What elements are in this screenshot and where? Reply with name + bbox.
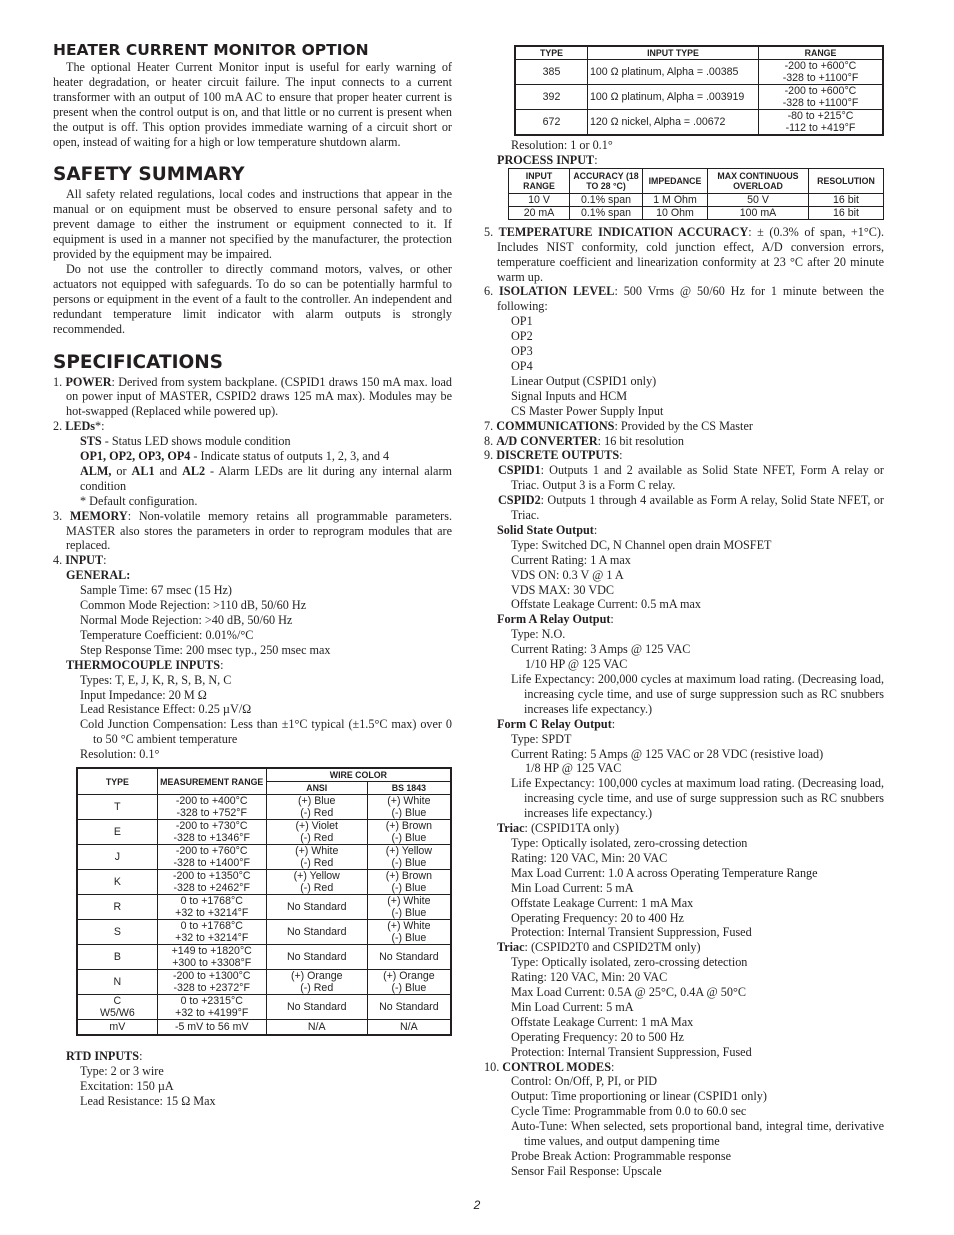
input-rtd-list bbox=[53, 1064, 452, 1109]
table-row bbox=[77, 870, 451, 895]
triac2-spec-line: Min Load Current: 5 mA bbox=[511, 999, 634, 1014]
tc-ansi-cell bbox=[266, 970, 367, 995]
tc-range-cell-line2: +300 to +3308°F bbox=[172, 957, 252, 970]
tc-bs-cell bbox=[367, 845, 451, 870]
spec-leds: 2. LEDs*: bbox=[53, 419, 105, 434]
tc-bs-cell-line2: (-) Blue bbox=[391, 932, 427, 945]
tc-bs-cell-line1: No Standard bbox=[379, 1001, 439, 1014]
led-outputs: OP1, OP2, OP3, OP4 - Indicate status of outputs 1, 2, 3, and 4 bbox=[80, 449, 390, 464]
tc-ansi-cell-line1: (+) Yellow bbox=[293, 870, 340, 883]
spec-control-modes: 10. CONTROL MODES: bbox=[484, 1059, 615, 1074]
spec-discrete-outputs: 9. DISCRETE OUTPUTS: bbox=[484, 448, 623, 463]
proc-header-accuracy: ACCURACY (18 TO 28 °C) bbox=[570, 168, 643, 193]
tc-range-cell-line1: -200 to +1300°C bbox=[172, 970, 251, 983]
tc-range-cell-line1: -200 to +730°C bbox=[175, 820, 248, 833]
rtd-range-cell-line2: -112 to +419°F bbox=[785, 122, 856, 134]
tc-ansi-cell bbox=[266, 870, 367, 895]
left-column bbox=[53, 40, 452, 1109]
rtd-range-cell-line1: -200 to +600°C bbox=[784, 85, 857, 97]
tc-ansi-cell-line1: No Standard bbox=[286, 951, 347, 964]
tc-header-type: TYPE bbox=[77, 768, 157, 795]
process-input-heading: PROCESS INPUT: bbox=[497, 152, 598, 167]
triac2-spec-line: Offstate Leakage Current: 1 mA Max bbox=[511, 1014, 694, 1029]
tc-ansi-cell bbox=[266, 820, 367, 845]
proc-max-cell: 50 V bbox=[708, 193, 809, 206]
form-c-current: Current Rating: 5 Amps @ 125 VAC or 28 VDC (resistive load) bbox=[511, 746, 824, 761]
tc-range-cell-line1: +149 to +1820°C bbox=[171, 945, 252, 958]
control-mode-line: Cycle Time: Programmable from 0.0 to 60.0 sec bbox=[511, 1104, 747, 1119]
tc-bs-cell-line2: (-) Blue bbox=[391, 882, 427, 895]
solid-state-list bbox=[484, 538, 884, 613]
rtd-type-cell: 392 bbox=[515, 85, 588, 110]
tc-bs-cell bbox=[367, 995, 451, 1020]
tc-ansi-cell-line1: N/A bbox=[307, 1021, 326, 1034]
tc-range-cell-line1: -200 to +760°C bbox=[175, 845, 248, 858]
thermocouple-spec-line: Cold Junction Compensation: Less than ±1°C typical (±1.5°C max) over 0 to 50 °C ambient temperature bbox=[80, 717, 452, 747]
safety-paragraph-1: All safety related regulations, local codes and instructions that appear in the manual or on equipment must be observed to ensure personal safety and to prevent damage to either the instrument or equipment connected to it. If equipment is used in a manner not specified by the manufacturer, the protection provided by the equipment may be impaired. bbox=[53, 187, 452, 262]
table-row bbox=[77, 820, 451, 845]
tc-bs-cell-line2: (-) Blue bbox=[391, 907, 427, 920]
tc-ansi-cell-line1: (+) Blue bbox=[298, 795, 336, 808]
tc-range-cell bbox=[157, 795, 266, 820]
tc-bs-cell-line1: (+) White bbox=[387, 795, 431, 808]
spec-power: 1. POWER: Derived from system backplane. (CSPID1 draws 150 mA max. load on power input of MASTER, CSPID2 draws 125 mA max). Modules may be hot-swapped (Replaced while powered up). bbox=[53, 374, 453, 419]
tc-range-cell bbox=[157, 1020, 266, 1036]
general-spec-line: Sample Time: 67 msec (15 Hz) bbox=[80, 583, 232, 598]
isolation-list bbox=[484, 314, 884, 418]
triac2-spec-line: Operating Frequency: 20 to 500 Hz bbox=[511, 1029, 684, 1044]
form-a-life: Life Expectancy: 200,000 cycles at maximum load rating. (Decreasing load, increasing cycle time, and use of surge suppression such as RC snubbers increases life expectancy.) bbox=[511, 672, 884, 716]
input-general-heading: GENERAL: bbox=[66, 568, 131, 583]
tc-range-cell bbox=[157, 870, 266, 895]
rtd-resolution: Resolution: 1 or 0.1° bbox=[511, 138, 613, 152]
proc-acc-cell: 0.1% span bbox=[570, 206, 643, 219]
tc-bs-cell-line2: (-) Blue bbox=[391, 832, 427, 845]
table-row bbox=[77, 895, 451, 920]
safety-paragraph-2: Do not use the controller to directly command motors, valves, or other actuators not equipped with safeguards. To do so can be potentially harmful to persons or equipment in the event of a fault to the controller. An independent and redundant temperature limit indicator with alarm outputs is strongly recommended. bbox=[53, 261, 452, 336]
tc-type-cell: K bbox=[77, 870, 157, 895]
isolation-item: OP2 bbox=[511, 329, 533, 344]
tc-range-cell-line2: +32 to +3214°F bbox=[175, 907, 249, 920]
proc-res-cell: 16 bit bbox=[809, 193, 884, 206]
tc-range-cell-line2: -328 to +1400°F bbox=[173, 857, 250, 870]
control-mode-line: Sensor Fail Response: Upscale bbox=[511, 1163, 662, 1178]
spec-ad-converter: 8. A/D CONVERTER: 16 bit resolution bbox=[484, 433, 684, 448]
proc-imp-cell: 1 M Ohm bbox=[643, 193, 708, 206]
rtd-input-cell: 120 Ω nickel, Alpha = .00672 bbox=[588, 110, 759, 136]
tc-range-cell-line1: -200 to +400°C bbox=[175, 795, 248, 808]
general-spec-line: Common Mode Rejection: >110 dB, 50/60 Hz bbox=[80, 598, 307, 613]
tc-bs-cell bbox=[367, 920, 451, 945]
control-mode-line: Output: Time proportioning or linear (CSPID1 only) bbox=[511, 1089, 767, 1104]
rtd-range-cell-line1: -80 to +215°C bbox=[787, 110, 854, 122]
safety-section bbox=[53, 163, 452, 336]
triac1-spec-line: Min Load Current: 5 mA bbox=[511, 880, 634, 895]
tc-ansi-cell-line1: No Standard bbox=[286, 926, 347, 939]
tc-header-range: MEASUREMENT RANGE bbox=[157, 768, 266, 795]
tc-type-cell: R bbox=[77, 895, 157, 920]
input-general-list bbox=[53, 583, 452, 658]
tc-ansi-cell bbox=[266, 995, 367, 1020]
table-row bbox=[515, 85, 883, 110]
thermocouple-spec-line: Lead Resistance Effect: 0.25 µV/Ω bbox=[80, 702, 252, 717]
tc-ansi-cell bbox=[266, 795, 367, 820]
form-a-hp: 1/10 HP @ 125 VAC bbox=[525, 657, 628, 672]
tc-range-cell-line2: +32 to +4199°F bbox=[175, 1007, 249, 1020]
tc-range-cell bbox=[157, 845, 266, 870]
rtd-input-cell: 100 Ω platinum, Alpha = .00385 bbox=[588, 60, 759, 85]
proc-input-cell: 10 V bbox=[509, 193, 570, 206]
table-row bbox=[509, 193, 884, 206]
rtd-range-cell bbox=[759, 60, 884, 85]
solid-state-spec-line: Type: Switched DC, N Channel open drain MOSFET bbox=[511, 537, 772, 552]
rtd-header-range: RANGE bbox=[759, 46, 884, 60]
tc-header-bs: BS 1843 bbox=[367, 782, 451, 795]
tc-bs-cell-line1: (+) Brown bbox=[385, 870, 432, 883]
table-row bbox=[515, 110, 883, 136]
thermocouple-spec-line: Types: T, E, J, K, R, S, B, N, C bbox=[80, 672, 232, 687]
tc-type-cell: B bbox=[77, 945, 157, 970]
triac2-list bbox=[484, 955, 884, 1059]
rtd-range-cell-line2: -328 to +1100°F bbox=[782, 72, 859, 84]
tc-range-cell bbox=[157, 895, 266, 920]
triac2-spec-line: Rating: 120 VAC, Min: 20 VAC bbox=[511, 970, 668, 985]
outputs-cspid2: CSPID2: Outputs 1 through 4 available as Form A relay, Solid State NFET, or Triac. bbox=[498, 493, 884, 523]
tc-range-cell bbox=[157, 920, 266, 945]
triac2-heading: Triac: (CSPID2T0 and CSPID2TM only) bbox=[497, 940, 701, 955]
tc-range-cell-line2: -328 to +1346°F bbox=[173, 832, 250, 845]
tc-ansi-cell-line2: (-) Red bbox=[300, 807, 334, 820]
form-c-heading: Form C Relay Output: bbox=[497, 716, 616, 731]
rtd-header-input: INPUT TYPE bbox=[588, 46, 759, 60]
general-spec-line: Step Response Time: 200 msec typ., 250 msec max bbox=[80, 642, 331, 657]
tc-range-cell-line1: 0 to +2315°C bbox=[180, 995, 243, 1008]
isolation-item: OP1 bbox=[511, 314, 533, 329]
tc-type-cell: T bbox=[77, 795, 157, 820]
tc-range-cell bbox=[157, 945, 266, 970]
table-row bbox=[515, 60, 883, 85]
led-alarm: ALM, or AL1 and AL2 - Alarm LEDs are lit during any internal alarm condition bbox=[80, 463, 452, 493]
tc-header-wire: WIRE COLOR bbox=[266, 768, 451, 782]
rtd-range-cell-line1: -200 to +600°C bbox=[784, 60, 857, 72]
isolation-item: CS Master Power Supply Input bbox=[511, 403, 664, 418]
triac2-spec-line: Type: Optically isolated, zero-crossing detection bbox=[511, 955, 748, 970]
tc-range-cell-line2: -328 to +2462°F bbox=[173, 882, 250, 895]
tc-range-cell-line2: -328 to +2372°F bbox=[173, 982, 250, 995]
solid-state-spec-line: Offstate Leakage Current: 0.5 mA max bbox=[511, 597, 701, 612]
tc-range-cell bbox=[157, 995, 266, 1020]
led-sts: STS - Status LED shows module condition bbox=[80, 434, 291, 449]
tc-bs-cell bbox=[367, 1020, 451, 1036]
led-default-note: * Default configuration. bbox=[80, 493, 198, 508]
heater-title: HEATER CURRENT MONITOR OPTION bbox=[53, 41, 369, 59]
safety-title: SAFETY SUMMARY bbox=[53, 164, 245, 186]
tc-ansi-cell-line2: (-) Red bbox=[300, 832, 334, 845]
process-input-table bbox=[508, 168, 884, 220]
rtd-range-cell bbox=[759, 85, 884, 110]
form-c-type: Type: SPDT bbox=[511, 731, 572, 746]
proc-input-cell: 20 mA bbox=[509, 206, 570, 219]
specifications-title: SPECIFICATIONS bbox=[53, 351, 223, 373]
tc-bs-cell bbox=[367, 945, 451, 970]
thermocouple-spec-line: Resolution: 0.1° bbox=[80, 747, 160, 762]
tc-ansi-cell-line1: (+) White bbox=[295, 845, 339, 858]
input-thermocouple-list bbox=[53, 673, 452, 762]
control-modes-list bbox=[484, 1074, 884, 1178]
proc-header-overload: MAX CONTINUOUS OVERLOAD bbox=[708, 168, 809, 193]
table-row bbox=[509, 206, 884, 219]
spec-temp-accuracy: 5. TEMPERATURE INDICATION ACCURACY: ± (0.3% of span, +1°C). Includes NIST conformity, cold junction effect, A/D conversion errors, temperature coefficient and linearization conformity at 23 °C after 20 minute warm up. bbox=[484, 224, 885, 284]
heater-body: The optional Heater Current Monitor input is useful for early warning of heater degradation, or heater circuit failure. The input connects to a current transformer with an output of 100 mA AC to ensure that proper heater current is present when the control output is on, and that little or no current is present when the output is off. This option provides immediate warning of a circuit short or open, instead of waiting for a high or low temperature shutdown alarm. bbox=[53, 60, 452, 149]
solid-state-spec-line: Current Rating: 1 A max bbox=[511, 552, 631, 567]
tc-bs-cell-line1: (+) Brown bbox=[385, 820, 432, 833]
solid-state-heading: Solid State Output: bbox=[497, 522, 598, 537]
proc-res-cell: 16 bit bbox=[809, 206, 884, 219]
tc-ansi-cell-line2: (-) Red bbox=[300, 882, 334, 895]
general-spec-line: Temperature Coefficient: 0.01%/°C bbox=[80, 627, 254, 642]
rtd-type-cell: 672 bbox=[515, 110, 588, 136]
tc-ansi-cell-line1: No Standard bbox=[286, 901, 347, 914]
tc-ansi-cell-line2: (-) Red bbox=[300, 857, 334, 870]
tc-bs-cell-line1: N/A bbox=[400, 1021, 418, 1034]
tc-bs-cell bbox=[367, 895, 451, 920]
tc-bs-cell-line2: (-) Blue bbox=[391, 857, 427, 870]
tc-range-cell bbox=[157, 820, 266, 845]
proc-acc-cell: 0.1% span bbox=[570, 193, 643, 206]
heater-section bbox=[53, 40, 452, 149]
solid-state-spec-line: VDS MAX: 30 VDC bbox=[511, 582, 615, 597]
rtd-input-cell: 100 Ω platinum, Alpha = .003919 bbox=[588, 85, 759, 110]
tc-bs-cell bbox=[367, 795, 451, 820]
triac1-spec-line: Rating: 120 VAC, Min: 20 VAC bbox=[511, 850, 668, 865]
proc-header-resolution: RESOLUTION bbox=[809, 168, 884, 193]
input-thermocouple-heading: THERMOCOUPLE INPUTS: bbox=[66, 657, 224, 672]
form-c-life: Life Expectancy: 100,000 cycles at maximum load rating. (Decreasing load, increasing cycle time, and use of surge suppression such as RC snubbers increases life expectancy.) bbox=[511, 776, 884, 821]
triac2-spec-line: Protection: Internal Transient Suppression, Fused bbox=[511, 1044, 752, 1059]
tc-ansi-cell bbox=[266, 1020, 367, 1036]
rtd-header-type: TYPE bbox=[515, 46, 588, 60]
table-row bbox=[77, 845, 451, 870]
tc-ansi-cell bbox=[266, 945, 367, 970]
specifications-section bbox=[53, 351, 452, 1109]
tc-ansi-cell bbox=[266, 920, 367, 945]
spec-communications: 7. COMMUNICATIONS: Provided by the CS Master bbox=[484, 418, 753, 433]
triac1-spec-line: Protection: Internal Transient Suppression, Fused bbox=[511, 925, 752, 940]
tc-range-cell-line1: -5 mV to 56 mV bbox=[174, 1021, 249, 1034]
solid-state-spec-line: VDS ON: 0.3 V @ 1 A bbox=[511, 567, 624, 582]
rtd-type-cell: 385 bbox=[515, 60, 588, 85]
tc-bs-cell-line1: (+) Orange bbox=[383, 970, 435, 983]
isolation-item: Linear Output (CSPID1 only) bbox=[511, 373, 657, 388]
tc-ansi-cell bbox=[266, 895, 367, 920]
form-c-hp: 1/8 HP @ 125 VAC bbox=[525, 761, 622, 776]
table-row bbox=[77, 920, 451, 945]
tc-range-cell-line1: 0 to +1768°C bbox=[180, 895, 243, 908]
input-rtd-heading: RTD INPUTS: bbox=[66, 1049, 143, 1064]
control-mode-line: Auto-Tune: When selected, sets proportional band, integral time, derivative time values, and output dampening time bbox=[511, 1119, 884, 1149]
tc-ansi-cell bbox=[266, 845, 367, 870]
triac1-heading: Triac: (CSPID1TA only) bbox=[497, 821, 620, 836]
form-a-current: Current Rating: 3 Amps @ 125 VAC bbox=[511, 642, 691, 657]
table-row bbox=[77, 1020, 451, 1036]
rtd-range-cell-line2: -328 to +1100°F bbox=[782, 97, 859, 109]
page-number: 2 bbox=[473, 1198, 481, 1212]
proc-imp-cell: 10 Ohm bbox=[643, 206, 708, 219]
rtd-range-cell bbox=[759, 110, 884, 136]
tc-bs-cell-line1: No Standard bbox=[379, 951, 439, 964]
tc-type-cell: S bbox=[77, 920, 157, 945]
tc-range-cell-line2: +32 to +3214°F bbox=[175, 932, 249, 945]
spec-isolation: 6. ISOLATION LEVEL: 500 Vrms @ 50/60 Hz for 1 minute between the following: bbox=[484, 284, 885, 314]
thermocouple-table bbox=[76, 767, 452, 1036]
proc-header-input: INPUT RANGE bbox=[509, 168, 570, 193]
control-mode-line: Probe Break Action: Programmable response bbox=[511, 1149, 731, 1163]
tc-type-cell: J bbox=[77, 845, 157, 870]
triac1-spec-line: Type: Optically isolated, zero-crossing detection bbox=[511, 835, 748, 850]
right-column bbox=[484, 45, 884, 1179]
tc-ansi-cell-line1: (+) Violet bbox=[295, 820, 338, 833]
rtd-spec-line: Excitation: 150 µA bbox=[80, 1078, 174, 1093]
tc-range-cell bbox=[157, 970, 266, 995]
tc-header-ansi: ANSI bbox=[266, 782, 367, 795]
table-row bbox=[77, 945, 451, 970]
tc-range-cell-line1: -200 to +1350°C bbox=[172, 870, 251, 883]
triac1-list bbox=[484, 836, 884, 940]
thermocouple-spec-line: Input Impedance: 20 M Ω bbox=[80, 687, 207, 702]
rtd-spec-line: Lead Resistance: 15 Ω Max bbox=[80, 1093, 216, 1108]
table-row bbox=[77, 995, 451, 1020]
isolation-item: OP3 bbox=[511, 344, 533, 359]
rtd-spec-line: Type: 2 or 3 wire bbox=[80, 1063, 164, 1078]
general-spec-line: Normal Mode Rejection: >40 dB, 50/60 Hz bbox=[80, 613, 293, 627]
form-a-type: Type: N.O. bbox=[511, 627, 566, 642]
tc-type-cell: N bbox=[77, 970, 157, 995]
proc-header-impedance: IMPEDANCE bbox=[643, 168, 708, 193]
tc-bs-cell bbox=[367, 970, 451, 995]
tc-bs-cell-line2: (-) Blue bbox=[391, 982, 427, 995]
tc-bs-cell-line1: (+) Yellow bbox=[385, 845, 432, 858]
isolation-item: OP4 bbox=[511, 358, 533, 373]
tc-bs-cell bbox=[367, 820, 451, 845]
table-row bbox=[77, 970, 451, 995]
tc-ansi-cell-line1: (+) Orange bbox=[290, 970, 343, 983]
tc-ansi-cell-line2: (-) Red bbox=[300, 982, 334, 995]
tc-type-cell: mV bbox=[77, 1020, 157, 1036]
tc-bs-cell-line1: (+) White bbox=[387, 895, 431, 908]
triac1-spec-line: Offstate Leakage Current: 1 mA Max bbox=[511, 895, 694, 910]
tc-range-cell-line1: 0 to +1768°C bbox=[180, 920, 243, 933]
outputs-cspid1: CSPID1: Outputs 1 and 2 available as Solid State NFET, Form A relay or Triac. Output 3 is a Form C relay. bbox=[498, 463, 884, 493]
spec-memory: 3. MEMORY: Non-volatile memory retains all programmable parameters. MASTER also stores the parameters in order to reprogram modules that are replaced. bbox=[53, 508, 452, 553]
tc-type-cell: C W5/W6 bbox=[77, 995, 157, 1020]
rtd-table bbox=[514, 45, 884, 136]
triac1-spec-line: Operating Frequency: 20 to 400 Hz bbox=[511, 910, 684, 925]
tc-range-cell-line2: -328 to +752°F bbox=[176, 807, 247, 820]
tc-bs-cell bbox=[367, 870, 451, 895]
tc-bs-cell-line2: (-) Blue bbox=[391, 807, 427, 820]
triac1-spec-line: Max Load Current: 1.0 A across Operating Temperature Range bbox=[511, 865, 818, 880]
table-row bbox=[77, 795, 451, 820]
tc-type-cell: E bbox=[77, 820, 157, 845]
isolation-item: Signal Inputs and HCM bbox=[511, 388, 628, 403]
tc-bs-cell-line1: (+) White bbox=[387, 920, 431, 933]
control-mode-line: Control: On/Off, P, PI, or PID bbox=[511, 1074, 658, 1089]
proc-max-cell: 100 mA bbox=[708, 206, 809, 219]
triac2-spec-line: Max Load Current: 0.5A @ 25°C, 0.4A @ 50°C bbox=[511, 985, 746, 1000]
tc-ansi-cell-line1: No Standard bbox=[286, 1001, 347, 1014]
spec-input: 4. INPUT: bbox=[53, 553, 107, 568]
form-a-heading: Form A Relay Output: bbox=[497, 612, 614, 627]
